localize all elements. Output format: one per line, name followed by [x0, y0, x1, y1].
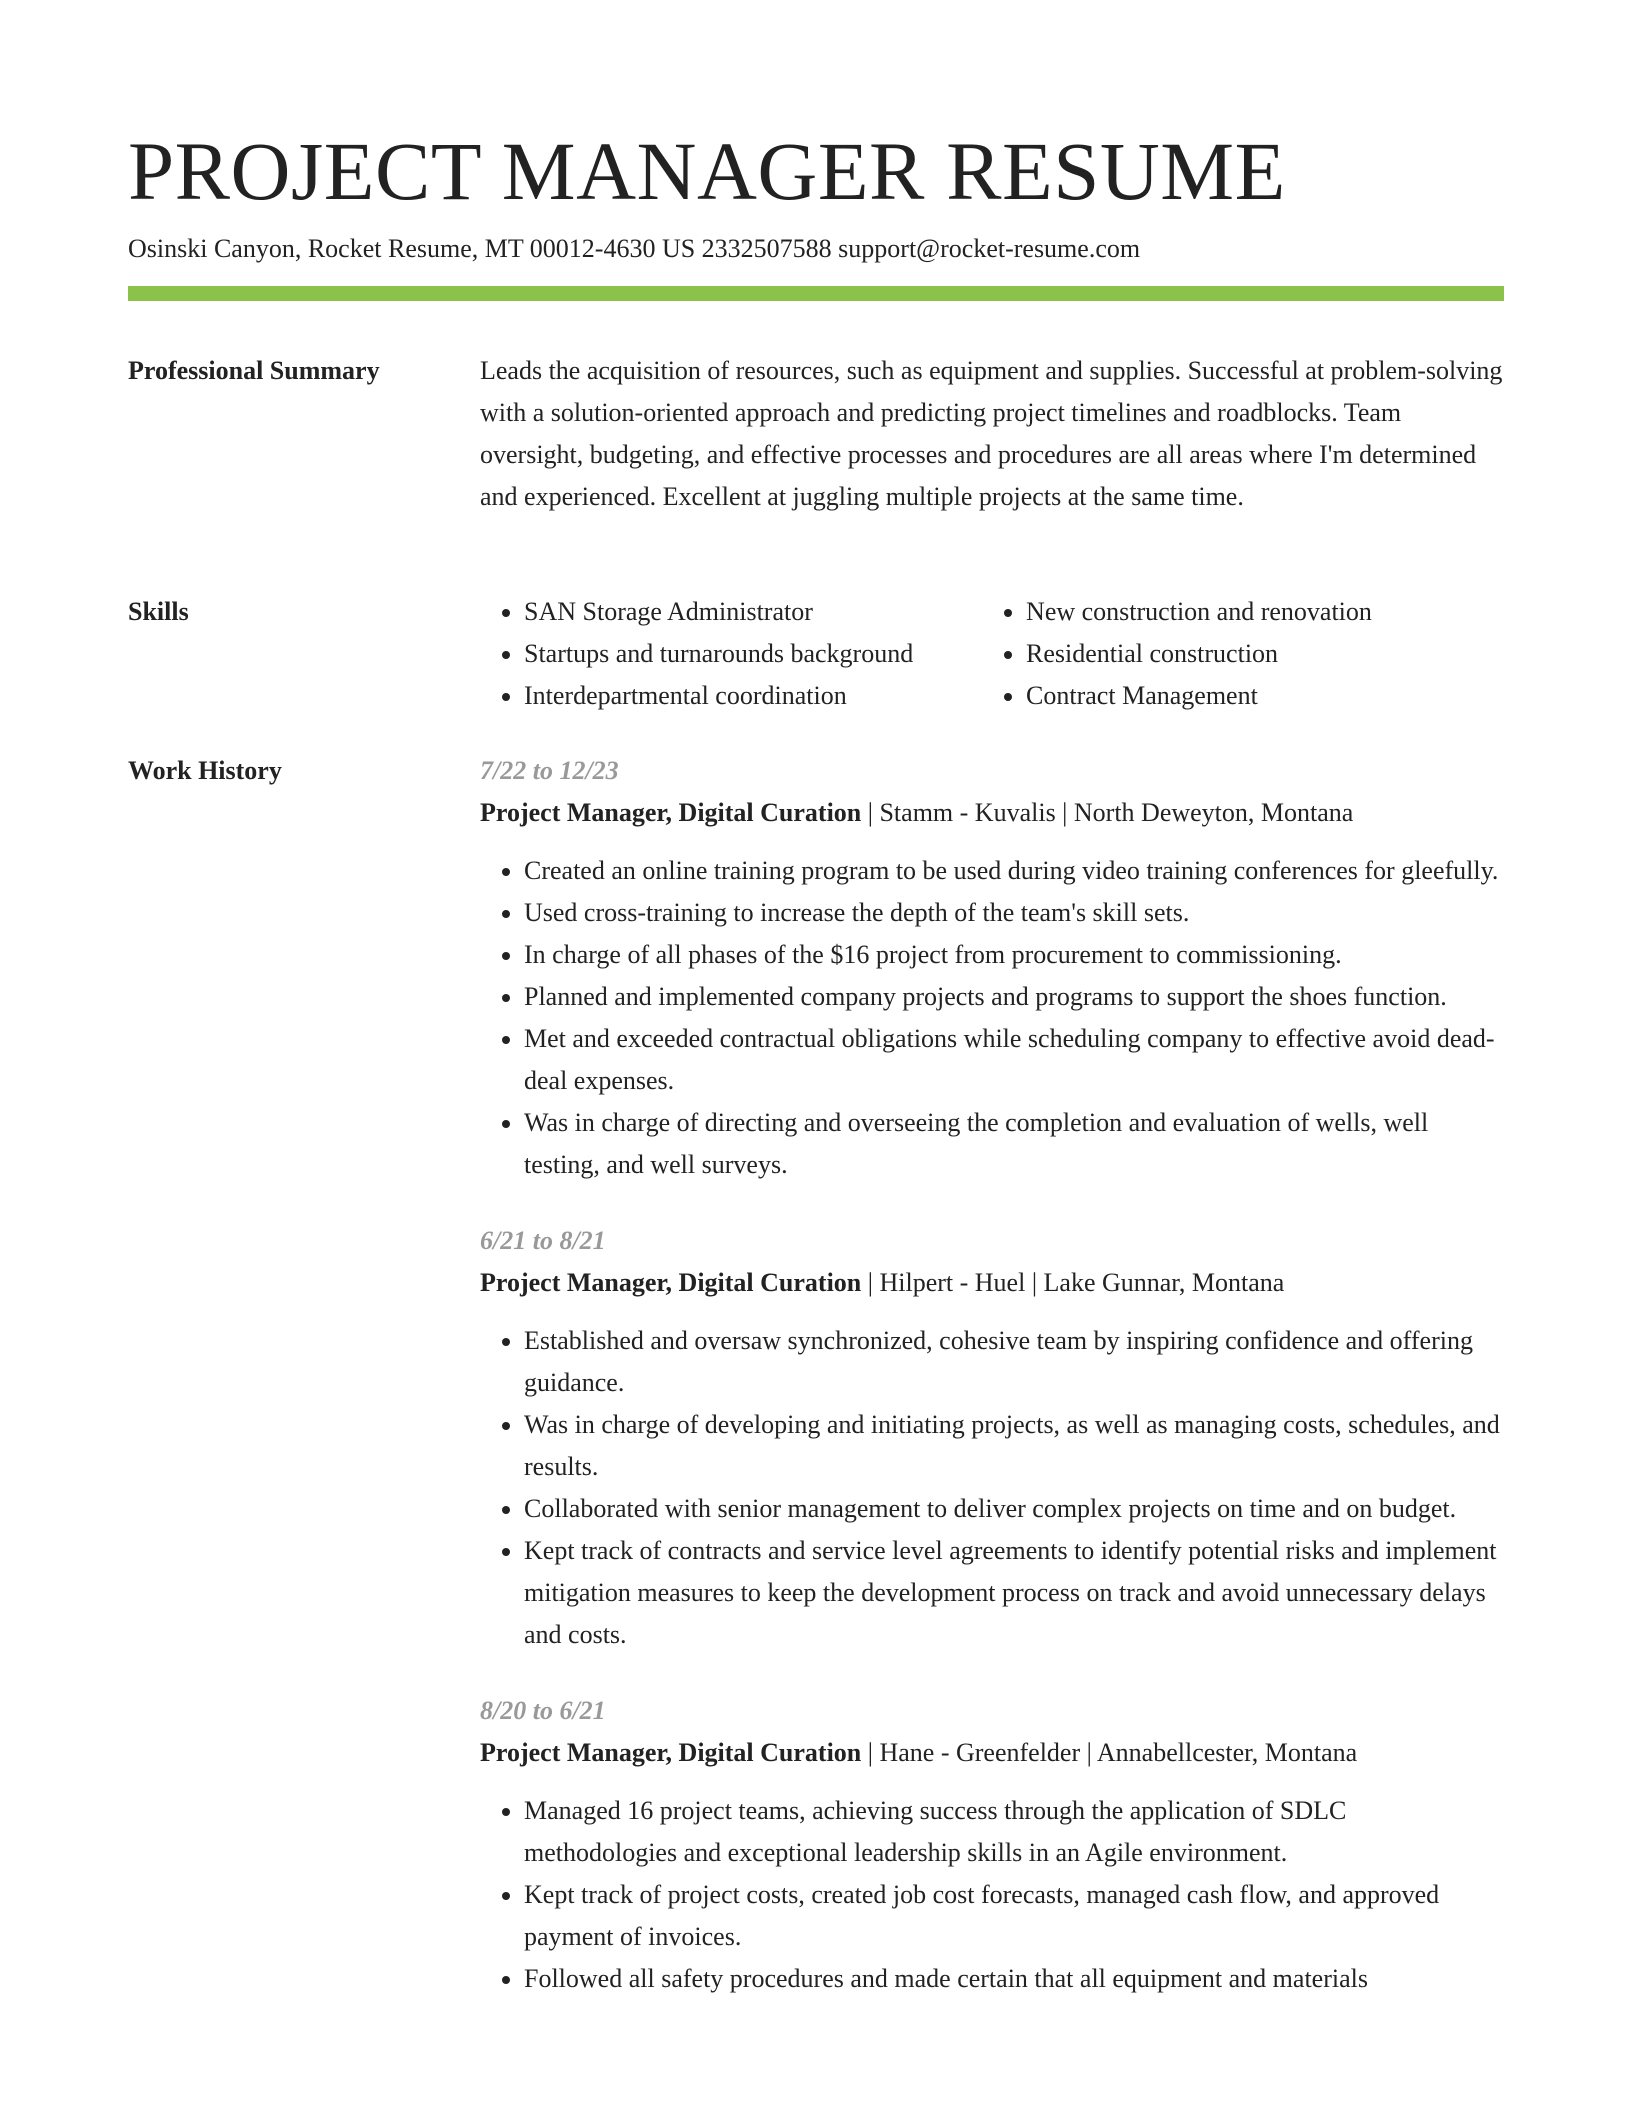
skill-item: • Startups and turnarounds background — [524, 633, 982, 675]
job-bullet: • Collaborated with senior management to deliver complex projects on time and on budget. — [524, 1488, 1504, 1530]
resume-title: PROJECT MANAGER RESUME — [128, 125, 1286, 217]
skills-columns — [480, 591, 1504, 717]
job-entry — [480, 1220, 1504, 1656]
job-bullet: • In charge of all phases of the $16 project from procurement to commissioning. — [524, 934, 1504, 976]
job-bullet: • Kept track of project costs, created job cost forecasts, managed cash flow, and approved payment of invoices. — [524, 1874, 1504, 1958]
job-details: | Hane - Greenfelder | Annabellcester, Montana — [861, 1738, 1358, 1767]
job-dates: 8/20 to 6/21 — [480, 1696, 606, 1725]
header-divider — [128, 286, 1504, 301]
job-heading — [480, 1262, 1504, 1304]
job-bullet: • Established and oversaw synchronized, cohesive team by inspiring confidence and offering guidance. — [524, 1320, 1504, 1404]
skills-column-1 — [480, 591, 982, 717]
work-history-body — [480, 750, 1504, 2034]
skills-label: Skills — [128, 597, 189, 626]
job-entry — [480, 750, 1504, 1186]
skill-item: • Contract Management — [1026, 675, 1504, 717]
skill-item: • Residential construction — [1026, 633, 1504, 675]
skill-item: • New construction and renovation — [1026, 591, 1504, 633]
job-bullets — [480, 1320, 1504, 1656]
skill-item: • Interdepartmental coordination — [524, 675, 982, 717]
job-bullet: • Was in charge of developing and initiating projects, as well as managing costs, schedules, and results. — [524, 1404, 1504, 1488]
skills-body — [480, 591, 1504, 717]
job-bullets — [480, 850, 1504, 1186]
job-bullet: • Followed all safety procedures and made certain that all equipment and materials — [524, 1958, 1504, 2000]
summary-label: Professional Summary — [128, 356, 380, 385]
summary-body — [480, 350, 1504, 518]
skill-item: • SAN Storage Administrator — [524, 591, 982, 633]
job-bullet: • Managed 16 project teams, achieving success through the application of SDLC methodologies and exceptional leadership skills in an Agile environment. — [524, 1790, 1504, 1874]
job-bullets — [480, 1790, 1504, 2000]
skills-column-2 — [982, 591, 1504, 717]
job-bullet: • Was in charge of directing and overseeing the completion and evaluation of wells, well testing, and well surveys. — [524, 1102, 1504, 1186]
job-details: | Hilpert - Huel | Lake Gunnar, Montana — [861, 1268, 1285, 1297]
summary-text: Leads the acquisition of resources, such as equipment and supplies. Successful at problem-solving with a solution-oriented approach and predicting project timelines and roadblocks. Team oversight, budgeting, and effective processes and procedures are all areas where I'm determined and experienced. Excellent at juggling multiple projects at the same time. — [480, 356, 1503, 511]
job-entry — [480, 1690, 1504, 2000]
job-details: | Stamm - Kuvalis | North Deweyton, Montana — [861, 798, 1354, 827]
work-history-label: Work History — [128, 756, 282, 785]
job-bullet: • Met and exceeded contractual obligations while scheduling company to effective avoid dead-deal expenses. — [524, 1018, 1504, 1102]
job-heading — [480, 792, 1504, 834]
job-dates: 6/21 to 8/21 — [480, 1226, 606, 1255]
job-title: Project Manager, Digital Curation — [480, 1268, 862, 1297]
job-title: Project Manager, Digital Curation — [480, 1738, 862, 1767]
job-bullet: • Planned and implemented company projects and programs to support the shoes function. — [524, 976, 1504, 1018]
job-dates: 7/22 to 12/23 — [480, 756, 619, 785]
job-title: Project Manager, Digital Curation — [480, 798, 862, 827]
job-bullet: • Created an online training program to be used during video training conferences for gleefully. — [524, 850, 1504, 892]
job-bullet: • Kept track of contracts and service level agreements to identify potential risks and implement mitigation measures to keep the development process on track and avoid unnecessary delays and costs. — [524, 1530, 1504, 1656]
job-bullet: • Used cross-training to increase the depth of the team's skill sets. — [524, 892, 1504, 934]
contact-line: Osinski Canyon, Rocket Resume, MT 00012-4630 US 2332507588 support@rocket-resume.com — [128, 234, 1141, 263]
job-heading — [480, 1732, 1504, 1774]
